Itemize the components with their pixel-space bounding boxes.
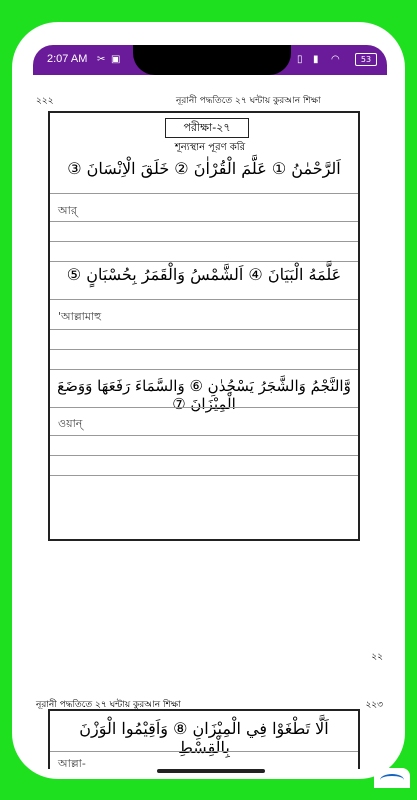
write-line	[50, 435, 358, 436]
signal-icon: ▮	[313, 54, 319, 65]
write-line	[50, 221, 358, 222]
write-line	[50, 329, 358, 330]
status-time: 2:07 AM	[47, 53, 88, 65]
side-page-number: ২২	[371, 652, 383, 662]
vibrate-icon: ▯	[297, 54, 303, 65]
book-title: নূরানী পদ্ধতিতে ২৭ ঘন্টায় কুরআন শিক্ষা	[36, 700, 181, 710]
verse-arabic: اَلرَّحْمٰنُ ① عَلَّمَ الْقُرْاٰنَ ② خَلَقَ الْاِنْسَانَ ③	[67, 159, 341, 178]
status-bar	[33, 45, 387, 75]
answer-text: 'আল্লামাহু	[58, 310, 102, 323]
camera-notch	[133, 45, 291, 75]
arc-icon	[380, 774, 404, 786]
phone-frame	[12, 22, 405, 779]
write-line	[50, 369, 358, 370]
divider	[50, 193, 358, 194]
image-icon: ▣	[111, 54, 121, 65]
divider	[50, 751, 358, 752]
write-line	[50, 241, 358, 242]
screen	[33, 45, 387, 770]
write-line	[50, 475, 358, 476]
divider	[50, 407, 358, 408]
test-title: পরীক্ষা-২৭	[165, 118, 249, 138]
write-line	[50, 261, 358, 262]
answer-text: আল্লা-	[58, 757, 86, 770]
data-saver-icon: ✂	[97, 54, 106, 65]
verse-arabic: وَّالنَّجْمُ وَالشَّجَرُ يَسْجُدٰنِ ⑥ وَالسَّمَاءَ رَفَعَهَا وَوَضَعَ الْمِيْزَانَ ⑦	[57, 377, 351, 413]
exercise-box	[48, 709, 360, 769]
verse-arabic: عَلَّمَهُ الْبَيَانَ ④ اَلشَّمْسُ وَالْقَمَرُ بِحُسْبَانٍ ⑤	[66, 265, 342, 284]
wifi-icon: ◠	[331, 54, 340, 65]
scroll-up-button[interactable]	[374, 768, 410, 788]
book-title: নূরানী পদ্ধতিতে ২৭ ঘন্টায় কুরআন শিক্ষা	[176, 96, 321, 106]
verse-arabic: اَلَّا تَطْغَوْا فِي الْمِيْزَانِ ⑧ وَاَقِيْمُوا الْوَزْنَ بِالْقِسْطِ	[79, 719, 329, 757]
exercise-box	[48, 111, 360, 541]
battery-icon: 53	[355, 53, 377, 66]
instruction: শূন্যস্থান পূরণ করি	[174, 142, 246, 153]
write-line	[50, 349, 358, 350]
divider	[50, 299, 358, 300]
home-indicator[interactable]	[157, 769, 265, 773]
page-number: ২২২	[36, 96, 54, 106]
write-line	[50, 455, 358, 456]
answer-text: ওয়ান্	[58, 417, 83, 430]
answer-text: আর্	[58, 204, 77, 217]
page-number: ২২৩	[365, 700, 383, 710]
